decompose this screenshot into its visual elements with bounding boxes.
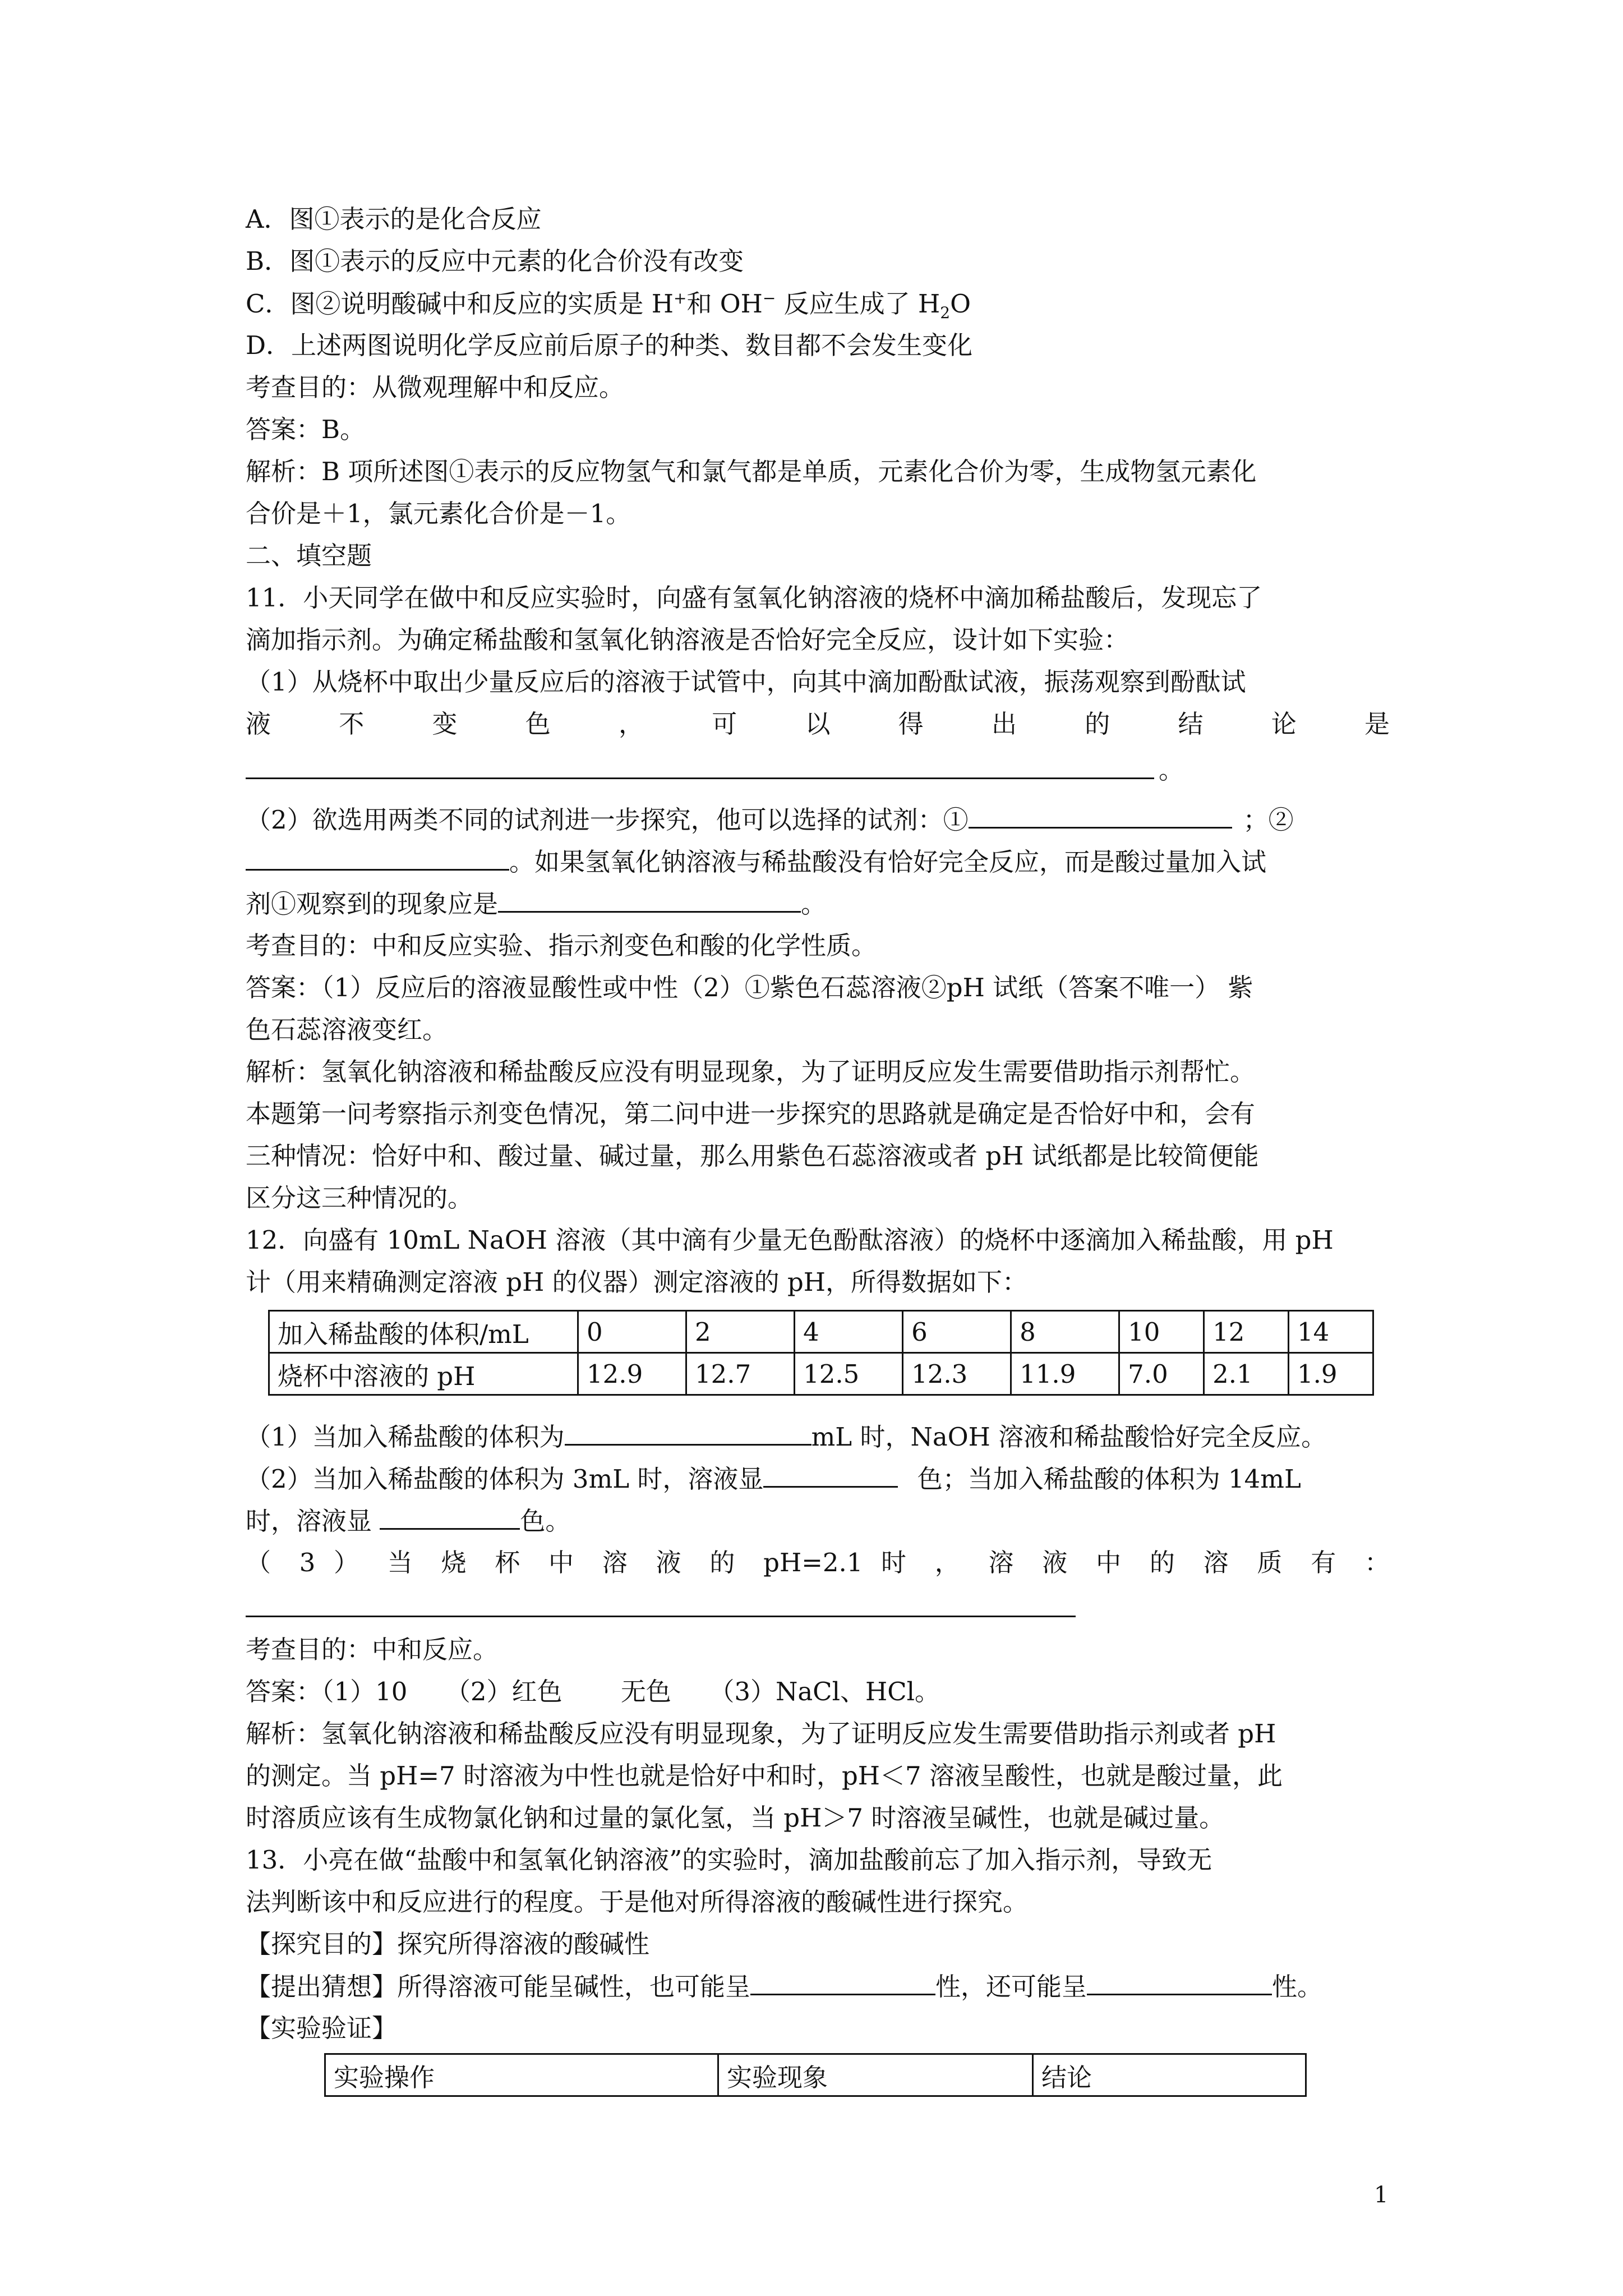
q12-analysis-line: 时溶质应该有生成物氯化钠和过量的氯化氢，当 pH＞7 时溶液呈碱性，也就是碱过量。 — [246, 1803, 1225, 1833]
q12-stem-line: 12．向盛有 10mL NaOH 溶液（其中滴有少量无色酚酞溶液）的烧杯中逐滴加入稀盐酸，用 pH — [246, 1225, 1334, 1255]
answer-blank[interactable] — [969, 807, 1232, 829]
answer-blank[interactable] — [763, 1466, 898, 1488]
q11-part2-text: 。 — [801, 889, 827, 919]
q12-answer: 答案：（1）10 （2）红色 无色 （3）NaCl、HCl。 — [246, 1677, 940, 1706]
table-cell: 8 — [1011, 1311, 1119, 1353]
q12-part1-line — [246, 1424, 1326, 1450]
q11-answer-line: 色石蕊溶液变红。 — [246, 1015, 448, 1045]
table-cell: 10 — [1119, 1311, 1204, 1353]
option-c-text: 和 OH — [686, 289, 763, 319]
table-cell: 4 — [795, 1311, 903, 1353]
q12-analysis-line: 的测定。当 pH=7 时溶液为中性也就是恰好中和时，pH＜7 溶液呈酸性，也就是酸过量，此 — [246, 1761, 1283, 1791]
q11-stem-line: 11．小天同学在做中和反应实验时，向盛有氢氧化钠溶液的烧杯中滴加稀盐酸后，发现忘了 — [246, 583, 1262, 613]
table-cell: 12.9 — [578, 1353, 686, 1395]
q11-part2-text: 剂①观察到的现象应是 — [246, 889, 499, 919]
answer-blank[interactable] — [380, 1508, 520, 1530]
q10-analysis-line: 解析：B 项所述图①表示的反应物氢气和氯气都是单质，元素化合价为零，生成物氢元素化 — [246, 457, 1257, 486]
superscript: − — [762, 289, 776, 307]
table-row-label: 烧杯中溶液的 pH — [269, 1353, 578, 1395]
q11-part1-line: （1）从烧杯中取出少量反应后的溶液于试管中，向其中滴加酚酞试液，振荡观察到酚酞试 — [246, 667, 1246, 697]
period: 。 — [1159, 755, 1184, 785]
q11-analysis-line: 三种情况：恰好中和、酸过量、碱过量，那么用紫色石蕊溶液或者 pH 试纸都是比较简便能 — [246, 1141, 1259, 1171]
q12-part2-line — [246, 1466, 1301, 1492]
q12-analysis-line: 解析：氢氧化钠溶液和稀盐酸反应没有明显现象，为了证明反应发生需要借助指示剂或者 pH — [246, 1719, 1276, 1749]
q11-analysis-line: 解析：氢氧化钠溶液和稀盐酸反应没有明显现象，为了证明反应发生需要借助指示剂帮忙。 — [246, 1057, 1256, 1087]
q11-part2-text: 。如果氢氧化钠溶液与稀盐酸没有恰好完全反应，而是酸过量加入试 — [509, 847, 1267, 877]
superscript: + — [673, 289, 687, 307]
table-header-conclusion: 结论 — [1033, 2054, 1306, 2096]
table-cell: 2.1 — [1204, 1353, 1289, 1395]
q13-goal: 【探究目的】探究所得溶液的酸碱性 — [246, 1929, 650, 1959]
q11-part2-line — [246, 805, 1294, 835]
q10-answer: 答案：B。 — [246, 415, 366, 444]
q11-answer-line: 答案：（1）反应后的溶液显酸性或中性（2）①紫色石蕊溶液②pH 试纸（答案不唯一） 紫 — [246, 973, 1253, 1002]
q13-hypothesis-text: 性，还可能呈 — [935, 1972, 1087, 2001]
experiment-table — [324, 2053, 1307, 2097]
table-header-operation: 实验操作 — [325, 2054, 718, 2096]
q11-part2-text: （2）欲选用两类不同的试剂进一步探究，他可以选择的试剂：① — [246, 805, 969, 835]
table-cell: 12.3 — [903, 1353, 1011, 1395]
table-cell: 2 — [686, 1311, 795, 1353]
ph-data-table — [268, 1310, 1374, 1396]
answer-blank[interactable] — [246, 1616, 1076, 1617]
table-row — [269, 1353, 1373, 1395]
option-b: B．图①表示的反应中元素的化合价没有改变 — [246, 246, 744, 276]
table-cell: 12.7 — [686, 1353, 795, 1395]
q12-part-text: 色；当加入稀盐酸的体积为 14mL — [909, 1464, 1301, 1494]
q12-part-text: 时，溶液显 — [246, 1506, 380, 1536]
table-row — [269, 1311, 1373, 1353]
q13-hypothesis-text: 【提出猜想】所得溶液可能呈碱性，也可能呈 — [246, 1972, 751, 2001]
q13-verify-heading: 【实验验证】 — [246, 2013, 398, 2043]
q12-part-text: mL 时，NaOH 溶液和稀盐酸恰好完全反应。 — [811, 1422, 1327, 1452]
q13-hypothesis-text: 性。 — [1272, 1972, 1323, 2001]
option-d: D．上述两图说明化学反应前后原子的种类、数目都不会发生变化 — [246, 330, 973, 360]
q11-part2-text: ；② — [1243, 805, 1294, 835]
q12-stem-line: 计（用来精确测定溶液 pH 的仪器）测定溶液的 pH，所得数据如下： — [246, 1267, 1028, 1297]
option-c — [246, 291, 971, 321]
table-cell: 0 — [578, 1311, 686, 1353]
q10-purpose: 考查目的：从微观理解中和反应。 — [246, 372, 625, 402]
q11-purpose: 考查目的：中和反应实验、指示剂变色和酸的化学性质。 — [246, 931, 877, 960]
q11-part2-line — [246, 891, 826, 917]
table-cell: 12 — [1204, 1311, 1289, 1353]
answer-blank[interactable] — [1087, 1973, 1272, 1995]
section-heading: 二、填空题 — [246, 541, 372, 570]
q12-part-text: （1）当加入稀盐酸的体积为 — [246, 1422, 565, 1452]
q13-stem-line: 法判断该中和反应进行的程度。于是他对所得溶液的酸碱性进行探究。 — [246, 1887, 1029, 1917]
q10-analysis-line: 合价是＋1，氯元素化合价是－1。 — [246, 499, 631, 528]
table-cell: 7.0 — [1119, 1353, 1204, 1395]
option-a: A．图①表示的是化合反应 — [246, 204, 542, 234]
table-cell: 12.5 — [795, 1353, 903, 1395]
answer-blank[interactable] — [565, 1424, 811, 1446]
subscript: 2 — [940, 303, 951, 322]
option-c-text: 反应生成了 H — [776, 289, 940, 319]
table-cell: 14 — [1289, 1311, 1373, 1353]
q13-hypothesis-line — [246, 1973, 1322, 1999]
q11-part1-line: 液 不 变 色 ， 可 以 得 出 的 结 论 是 — [246, 709, 1390, 739]
table-cell: 1.9 — [1289, 1353, 1373, 1395]
table-row-label: 加入稀盐酸的体积/mL — [269, 1311, 578, 1353]
q12-part3-line: （ 3 ） 当 烧 杯 中 溶 液 的 pH=2.1 时 ， 溶 液 中 的 溶 质 有 ： — [246, 1548, 1390, 1577]
option-c-text: O — [950, 289, 971, 319]
q12-part2-line — [246, 1508, 570, 1534]
q12-part-text: （2）当加入稀盐酸的体积为 3mL 时，溶液显 — [246, 1464, 764, 1494]
table-cell: 6 — [903, 1311, 1011, 1353]
table-cell: 11.9 — [1011, 1353, 1119, 1395]
q11-part2-line — [246, 849, 1266, 875]
answer-blank[interactable] — [498, 891, 801, 913]
q13-stem-line: 13．小亮在做“盐酸中和氢氧化钠溶液”的实验时，滴加盐酸前忘了加入指示剂，导致无 — [246, 1845, 1212, 1875]
answer-blank[interactable] — [750, 1973, 935, 1995]
answer-blank[interactable] — [246, 777, 1154, 779]
q12-purpose: 考查目的：中和反应。 — [246, 1635, 499, 1664]
q11-stem-line: 滴加指示剂。为确定稀盐酸和氢氧化钠溶液是否恰好完全反应，设计如下实验： — [246, 625, 1129, 655]
q11-analysis-line: 本题第一问考察指示剂变色情况，第二问中进一步探究的思路就是确定是否恰好中和，会有 — [246, 1099, 1256, 1129]
page-number: 1 — [1374, 2182, 1389, 2208]
answer-blank[interactable] — [246, 849, 509, 871]
q11-analysis-line: 区分这三种情况的。 — [246, 1183, 473, 1213]
q12-part-text: 色。 — [520, 1506, 571, 1536]
table-header-phenomenon: 实验现象 — [718, 2054, 1033, 2096]
option-c-text: C．图②说明酸碱中和反应的实质是 H — [246, 289, 674, 319]
table-header-row — [325, 2054, 1306, 2096]
